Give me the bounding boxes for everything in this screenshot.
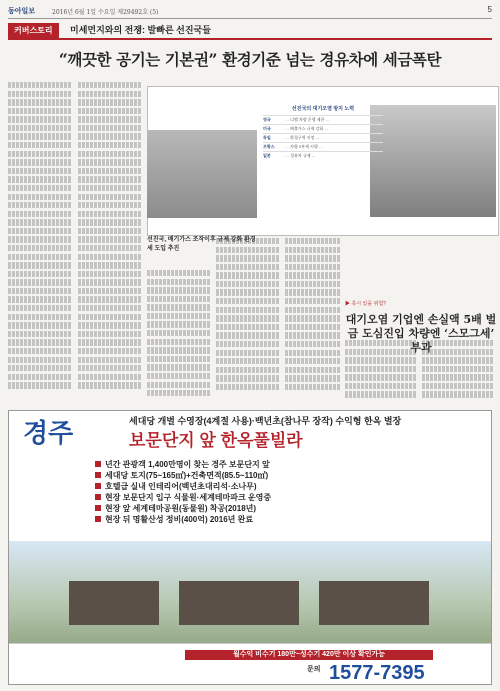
pull-quote: 선진국, 배기가스 조작이후 규제 강화 환경세 도입 추진 [147, 237, 256, 252]
article-column-3 [147, 270, 211, 400]
list-item: 현장 보문단지 입구 식물원·세계테마파크 운영중 [95, 492, 415, 503]
table-row: 영국 … 디젤 차량 운행 제한 … [263, 115, 383, 124]
article-column-5 [285, 238, 341, 400]
villa-building [319, 581, 429, 625]
page-number: 5 [487, 5, 492, 14]
revenue-banner: 월수익 비수기 180만~성수기 420만 이상 확인가능 [185, 650, 433, 660]
bullet-icon [95, 472, 101, 478]
table-row: 일본 … 경유차 규제 … [263, 151, 383, 160]
list-item: 현장 뒤 명활산성 정비(400억) 2016년 완료 [95, 514, 415, 525]
sub-article [345, 300, 497, 355]
bullet-icon [95, 483, 101, 489]
article-column-2 [78, 82, 142, 400]
table-row: 독일 … 환경구역 지정 … [263, 133, 383, 142]
ad-bullets [95, 459, 415, 525]
sub-article-kicker: ▶ 혹시 있을 위험? [345, 301, 386, 307]
section-tag: 커버스토리 [8, 23, 59, 38]
villa-building [69, 581, 159, 625]
issue-date: 2016년 6월 1일 수요일 제29492호 (5) [52, 9, 159, 16]
section-title: 미세먼지와의 전쟁: 발빠른 선진국들 [70, 25, 211, 35]
villa-building [179, 581, 299, 625]
table-row: 미국 … 배출가스 규제 강화 … [263, 124, 383, 133]
bullet-icon [95, 505, 101, 511]
article-column-4 [216, 238, 280, 400]
bullet-icon [95, 461, 101, 467]
list-item: 현장 앞 세계테마공원(동물원) 착공(2018년) [95, 503, 415, 514]
bullet-icon [95, 516, 101, 522]
page-headline: “깨끗한 공기는 기본권” 환경기준 넘는 경유차에 세금폭탄 [58, 50, 442, 69]
newspaper-logo: 동아일보 [8, 8, 36, 15]
smog-photo [147, 130, 257, 218]
section-bar [8, 22, 492, 40]
sub-article-headline: 대기오염 기업엔 손실액 5배 벌금 도심진입 차량엔 ‘스모그세’ 부과 [345, 313, 497, 354]
ad-footer [9, 643, 491, 684]
ad-tagline: 세대당 개별 수영장(4계절 사용)·백년초(참나무 장작) 수익형 한옥 별장 [129, 416, 402, 426]
ad-city: 경주 [23, 418, 74, 448]
phone-number[interactable]: 1577-7395 [329, 662, 425, 684]
ad-title: 보문단지 앞 한옥풀빌라 [129, 431, 303, 450]
table-row: 프랑스 … 차량 2부제 시행 … [263, 142, 383, 151]
page-header [8, 4, 492, 19]
phone-label: 문의 [307, 666, 321, 673]
policy-timeline-table [263, 105, 383, 160]
protest-photo [370, 105, 496, 217]
article-column-1 [8, 82, 72, 400]
list-item: 호텔급 실내 인테리어(백년초대리석·소나무) [95, 481, 415, 492]
hanok-pool-villa-ad [8, 410, 492, 685]
ad-top [9, 411, 491, 450]
bullet-icon [95, 494, 101, 500]
list-item: 년간 관광객 1,400만명이 찾는 경주 보문단지 앞 [95, 459, 415, 470]
list-item: 세대당 토지(75~165㎡)+건축면적(85.5~110㎡) [95, 470, 415, 481]
figure-title: 선진국의 대기오염 방지 노력 [291, 106, 355, 112]
